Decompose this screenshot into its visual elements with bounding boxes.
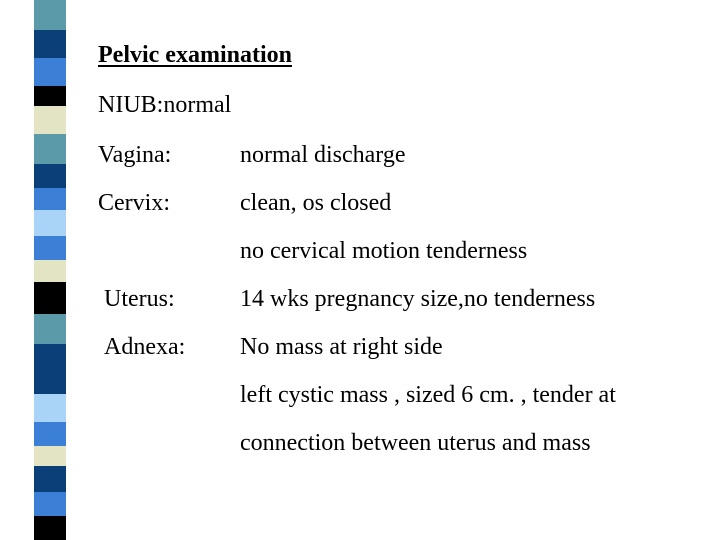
stripe-block [34, 422, 66, 446]
cervix-value: clean, os closed [240, 190, 392, 216]
stripe-block [34, 314, 66, 344]
adnexa-value: No mass at right side [240, 334, 443, 360]
stripe-block [34, 106, 66, 134]
stripe-block [34, 58, 66, 86]
stripe-block [34, 0, 66, 30]
stripe-block [34, 134, 66, 164]
adnexa-label: Adnexa: [104, 334, 186, 360]
stripe-block [34, 516, 66, 540]
stripe-block [34, 282, 66, 314]
stripe-block [34, 466, 66, 492]
stripe-block [34, 86, 66, 106]
stripe-block [34, 446, 66, 466]
decorative-stripe [34, 0, 66, 540]
stripe-block [34, 344, 66, 394]
uterus-value: 14 wks pregnancy size,no tenderness [240, 286, 596, 312]
stripe-block [34, 492, 66, 516]
stripe-block [34, 210, 66, 236]
stripe-block [34, 394, 66, 422]
page-title: Pelvic examination [98, 42, 292, 68]
stripe-block [34, 260, 66, 282]
cervix-label: Cervix: [98, 190, 170, 216]
stripe-block [34, 188, 66, 210]
vagina-value: normal discharge [240, 142, 406, 168]
stripe-block [34, 30, 66, 58]
stripe-block [34, 236, 66, 260]
adnexa-value-2: left cystic mass , sized 6 cm. , tender at [240, 382, 616, 408]
adnexa-value-3: connection between uterus and mass [240, 430, 591, 456]
stripe-block [34, 164, 66, 188]
vagina-label: Vagina: [98, 142, 172, 168]
cervix-value-2: no cervical motion tenderness [240, 238, 528, 264]
niub-text: NIUB:normal [98, 92, 232, 118]
uterus-label: Uterus: [104, 286, 175, 312]
